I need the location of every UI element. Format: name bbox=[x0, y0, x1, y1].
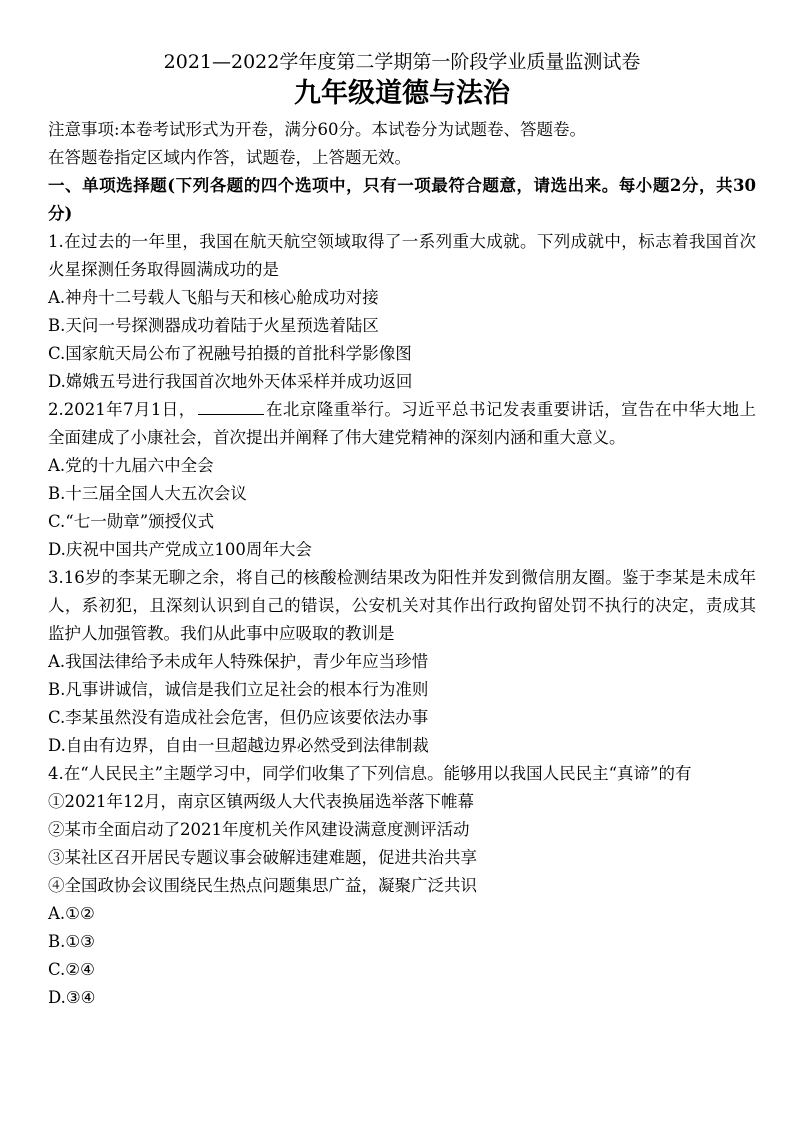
statement-4: ④全国政协会议围绕民生热点问题集思广益，凝聚广泛共识 bbox=[48, 876, 477, 895]
question-4 bbox=[48, 760, 756, 1012]
option-b: B.凡事讲诚信，诚信是我们立足社会的根本行为准则 bbox=[48, 680, 429, 699]
option-d: D.嫦娥五号进行我国首次地外天体采样并成功返回 bbox=[48, 372, 413, 391]
question-stem: 3.16岁的李某无聊之余，将自己的核酸检测结果改为阳性并发到微信朋友圈。鉴于李某是未成年人，系初犯，且深刻认识到自己的错误，公安机关对其作出行政拘留处罚不执行的决定，责成其监护人加强管教。我们从此事中应吸取的教训是 bbox=[48, 568, 756, 643]
option-c: C.“七一勋章”颁授仪式 bbox=[48, 512, 215, 531]
stem-after-blank: 在北京隆重举行。习近平总书记发表重要讲话，宣告在中华大地上全面建成了小康社会，首次提出并阐释了伟大建党精神的深刻内涵和重大意义。 bbox=[48, 400, 757, 447]
option-b: B.十三届全国人大五次会议 bbox=[48, 484, 247, 503]
option-c: C.李某虽然没有造成社会危害，但仍应该要依法办事 bbox=[48, 708, 429, 727]
option-d: D.③④ bbox=[48, 988, 96, 1007]
stem-before-blank: 2.2021年7月1日， bbox=[48, 400, 196, 419]
option-a: A.我国法律给予未成年人特殊保护，青少年应当珍惜 bbox=[48, 652, 429, 671]
question-3 bbox=[48, 564, 756, 760]
option-d: D.庆祝中国共产党成立100周年大会 bbox=[48, 540, 312, 559]
option-a: A.神舟十二号载人飞船与天和核心舱成功对接 bbox=[48, 288, 379, 307]
option-c: C.国家航天局公布了祝融号拍摄的首批科学影像图 bbox=[48, 344, 412, 363]
question-1 bbox=[48, 228, 756, 396]
option-c: C.②④ bbox=[48, 960, 95, 979]
question-stem: 4.在“人民民主”主题学习中，同学们收集了下列信息。能够用以我国人民民主“真谛”的有 bbox=[48, 764, 692, 783]
exam-page bbox=[48, 50, 756, 1012]
question-stem: 1.在过去的一年里，我国在航天航空领域取得了一系列重大成就。下列成就中，标志着我国首次火星探测任务取得圆满成功的是 bbox=[48, 232, 756, 279]
option-a: A.①② bbox=[48, 904, 95, 923]
notice-line-2: 在答题卷指定区域内作答，试题卷，上答题无效。 bbox=[48, 148, 411, 167]
question-stem bbox=[48, 396, 756, 452]
section-heading: 一、单项选择题(下列各题的四个选项中，只有一项最符合题意，请选出来。每小题2分，共30分) bbox=[48, 176, 756, 223]
option-b: B.①③ bbox=[48, 932, 95, 951]
option-d: D.自由有边界，自由一旦超越边界必然受到法律制裁 bbox=[48, 736, 429, 755]
notice-line-1: 注意事项:本卷考试形式为开卷，满分60分。本试卷分为试题卷、答题卷。 bbox=[48, 120, 587, 139]
question-2 bbox=[48, 396, 756, 564]
option-a: A.党的十九届六中全会 bbox=[48, 456, 214, 475]
statement-3: ③某社区召开居民专题议事会破解违建难题，促进共治共享 bbox=[48, 848, 477, 867]
statement-2: ②某市全面启动了2021年度机关作风建设满意度测评活动 bbox=[48, 820, 470, 839]
subject-title: 九年级道德与法治 bbox=[294, 78, 510, 109]
statement-1: ①2021年12月，南京区镇两级人大代表换届选举落下帷幕 bbox=[48, 792, 474, 811]
exam-title: 2021—2022学年度第二学期第一阶段学业质量监测试卷 bbox=[163, 51, 641, 73]
option-b: B.天问一号探测器成功着陆于火星预选着陆区 bbox=[48, 316, 379, 335]
answer-blank bbox=[198, 396, 264, 415]
